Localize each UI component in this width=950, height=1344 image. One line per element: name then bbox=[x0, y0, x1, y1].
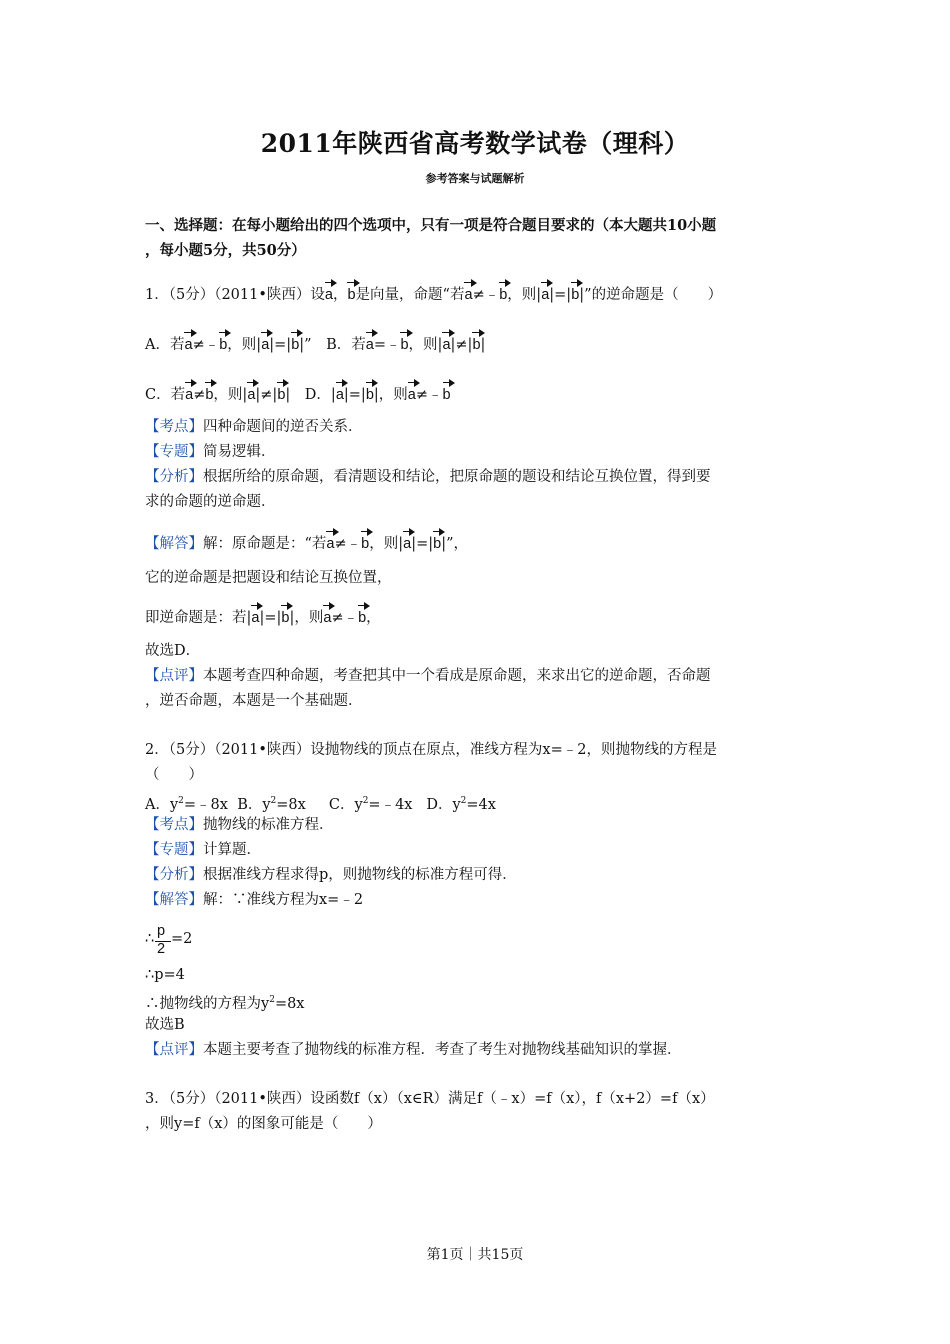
tag-fenxi: 【分析】 bbox=[145, 469, 203, 485]
q2-option-a-rest: =﹣8x bbox=[183, 797, 228, 813]
vector-a: a bbox=[403, 530, 411, 554]
q2-option-a: A．y bbox=[145, 797, 179, 813]
tag-zhuanti: 【专题】 bbox=[145, 842, 203, 858]
vector-a: a bbox=[261, 331, 269, 355]
q1-options-cd: C．若a≠b，则|a|≠|b| D．|a|=|b|，则a≠﹣b bbox=[145, 381, 451, 405]
q1-option-c-label: C．若 bbox=[145, 387, 186, 403]
q1-kaodian bbox=[145, 417, 363, 437]
q1-option-d-label: D． bbox=[304, 387, 331, 403]
vector-b: b bbox=[366, 381, 374, 405]
tag-dianping: 【点评】 bbox=[145, 668, 203, 684]
q2-option-d-rest: =4x bbox=[466, 797, 496, 813]
q2-step-eq-text: ∴抛物线的方程为y bbox=[145, 996, 270, 1012]
q1-stem-mid: 是向量，命题“若 bbox=[355, 287, 465, 303]
q3-stem-2: ，则y=f（x）的图象可能是（ ） bbox=[145, 1116, 382, 1132]
q1-options-ab: A．若a≠﹣b，则|a|=|b|” B．若a=﹣b，则|a|≠|b| bbox=[145, 331, 485, 355]
q1-stem: 1．（5分）（2011•陕西）设a，b是向量，命题“若a≠﹣b，则|a|=|b|”的逆命题是（ ） bbox=[145, 281, 722, 305]
vector-b: b bbox=[361, 530, 369, 554]
q1-kaodian-text: 四种命题间的逆否关系． bbox=[203, 419, 363, 435]
q2-fenxi-text: 根据准线方程求得p，则抛物线的标准方程可得． bbox=[203, 867, 517, 883]
q2-kaodian bbox=[145, 815, 334, 835]
tag-jieda: 【解答】 bbox=[145, 892, 203, 908]
vector-a: a bbox=[464, 281, 472, 305]
q2-option-b-rest: =8x bbox=[276, 797, 306, 813]
q1-jieda-text-3: 即逆命题是：若 bbox=[145, 610, 247, 626]
q2-option-c: C．y bbox=[328, 797, 363, 813]
vector-b: b bbox=[443, 381, 451, 405]
vector-a: a bbox=[184, 331, 192, 355]
page-subtitle: 参考答案与试题解析 bbox=[425, 172, 525, 185]
page-footer: 第1页｜共15页 bbox=[426, 1247, 524, 1263]
q2-choose: 故选B bbox=[145, 1017, 185, 1033]
vector-b: b bbox=[281, 604, 289, 628]
q2-stem-1: 2．（5分）（2011•陕西）设抛物线的顶点在原点，准线方程为x=﹣2，则抛物线的方程是 bbox=[145, 742, 717, 758]
q1-stem-suffix: ”的逆命题是（ ） bbox=[584, 287, 723, 303]
vector-b: b bbox=[433, 530, 441, 554]
q2-step-p: ∴p=4 bbox=[145, 967, 185, 983]
q1-fenxi-2: 求的命题的逆命题． bbox=[145, 494, 276, 510]
vector-b: b bbox=[347, 281, 355, 305]
superscript: 2 bbox=[269, 995, 275, 1005]
fraction-numerator: p bbox=[157, 923, 166, 939]
q1-zhuanti bbox=[145, 442, 276, 462]
tag-fenxi: 【分析】 bbox=[145, 867, 203, 883]
vector-a: a bbox=[408, 381, 416, 405]
q2-zhuanti-text: 计算题． bbox=[203, 842, 261, 858]
q1-jieda-1: 【解答】解：原命题是：“若a≠﹣b，则|a|=|b|”， bbox=[145, 530, 468, 554]
vector-b: b bbox=[205, 381, 213, 405]
vector-b: b bbox=[219, 331, 227, 355]
vector-a: a bbox=[247, 381, 255, 405]
fraction-result: =2 bbox=[171, 931, 193, 947]
vector-a: a bbox=[336, 381, 344, 405]
q1-option-b-label: B．若 bbox=[326, 337, 366, 353]
section-heading-line-2: ，每小题5分，共50分） bbox=[145, 242, 306, 259]
q1-jieda-text-1: 解：原命题是：“若 bbox=[203, 536, 327, 552]
vector-b: b bbox=[277, 381, 285, 405]
superscript: 2 bbox=[460, 796, 467, 806]
vector-a: a bbox=[326, 530, 334, 554]
vector-a: a bbox=[366, 331, 374, 355]
vector-a: a bbox=[251, 604, 259, 628]
q2-kaodian-text: 抛物线的标准方程． bbox=[203, 817, 334, 833]
vector-b: b bbox=[358, 604, 366, 628]
vector-a: a bbox=[325, 281, 333, 305]
q2-dianping bbox=[145, 1040, 682, 1060]
fraction-denominator: 2 bbox=[157, 941, 166, 957]
section-heading-line-1: 一、选择题：在每小题给出的四个选项中，只有一项是符合题目要求的（本大题共10小题 bbox=[145, 217, 717, 234]
q2-options bbox=[145, 791, 496, 815]
tag-kaodian: 【考点】 bbox=[145, 419, 203, 435]
therefore-symbol: ∴ bbox=[145, 931, 155, 947]
q3-stem-1: 3．（5分）（2011•陕西）设函数f（x）（x∈R）满足f（﹣x）=f（x），f（x+2）=f（x） bbox=[145, 1091, 715, 1107]
vector-a: a bbox=[185, 381, 193, 405]
tag-kaodian: 【考点】 bbox=[145, 817, 203, 833]
q2-jieda bbox=[145, 890, 363, 910]
superscript: 2 bbox=[362, 796, 369, 806]
vector-a: a bbox=[442, 331, 450, 355]
vector-b: b bbox=[571, 281, 579, 305]
q2-stem-2: （ ） bbox=[145, 767, 203, 783]
q1-jieda-4: 故选D． bbox=[145, 643, 201, 659]
q1-jieda-3: 即逆命题是：若|a|=|b|，则a≠﹣b， bbox=[145, 604, 381, 628]
q2-fenxi bbox=[145, 865, 517, 885]
q2-option-c-rest: =﹣4x bbox=[368, 797, 413, 813]
tag-dianping: 【点评】 bbox=[145, 1042, 203, 1058]
vector-b: b bbox=[472, 331, 480, 355]
q2-jieda-text: 解：∵准线方程为x=﹣2 bbox=[203, 892, 364, 908]
q1-jieda-2: 它的逆命题是把题设和结论互换位置， bbox=[145, 570, 392, 586]
q1-dianping-1 bbox=[145, 666, 711, 686]
q1-option-a-label: A．若 bbox=[145, 337, 185, 353]
vector-b: b bbox=[291, 331, 299, 355]
vector-a: a bbox=[541, 281, 549, 305]
superscript: 2 bbox=[270, 796, 277, 806]
q2-dianping-text: 本题主要考查了抛物线的标准方程．考查了考生对抛物线基础知识的掌握． bbox=[203, 1042, 682, 1058]
q1-dianping-2: ，逆否命题，本题是一个基础题． bbox=[145, 693, 363, 709]
q1-dianping-text-1: 本题考查四种命题，考查把其中一个看成是原命题，来求出它的逆命题，否命题 bbox=[203, 668, 711, 684]
page-title: 2011年陕西省高考数学试卷（理科） bbox=[260, 129, 690, 158]
q2-option-d: D．y bbox=[426, 797, 461, 813]
vector-b: b bbox=[400, 331, 408, 355]
q2-option-b: B．y bbox=[237, 797, 271, 813]
tag-zhuanti: 【专题】 bbox=[145, 444, 203, 460]
q1-fenxi-1 bbox=[145, 467, 711, 487]
q1-fenxi-text-1: 根据所给的原命题，看清题设和结论，把原命题的题设和结论互换位置，得到要 bbox=[203, 469, 711, 485]
vector-a: a bbox=[323, 604, 331, 628]
q1-stem-prefix: 1．（5分）（2011•陕西）设 bbox=[145, 287, 325, 303]
q2-zhuanti bbox=[145, 840, 261, 860]
q2-step-eq bbox=[145, 990, 305, 1014]
q2-step-eq-rest: =8x bbox=[274, 996, 305, 1012]
vector-b: b bbox=[499, 281, 507, 305]
tag-jieda: 【解答】 bbox=[145, 536, 203, 552]
superscript: 2 bbox=[178, 796, 184, 806]
q1-zhuanti-text: 简易逻辑． bbox=[203, 444, 276, 460]
